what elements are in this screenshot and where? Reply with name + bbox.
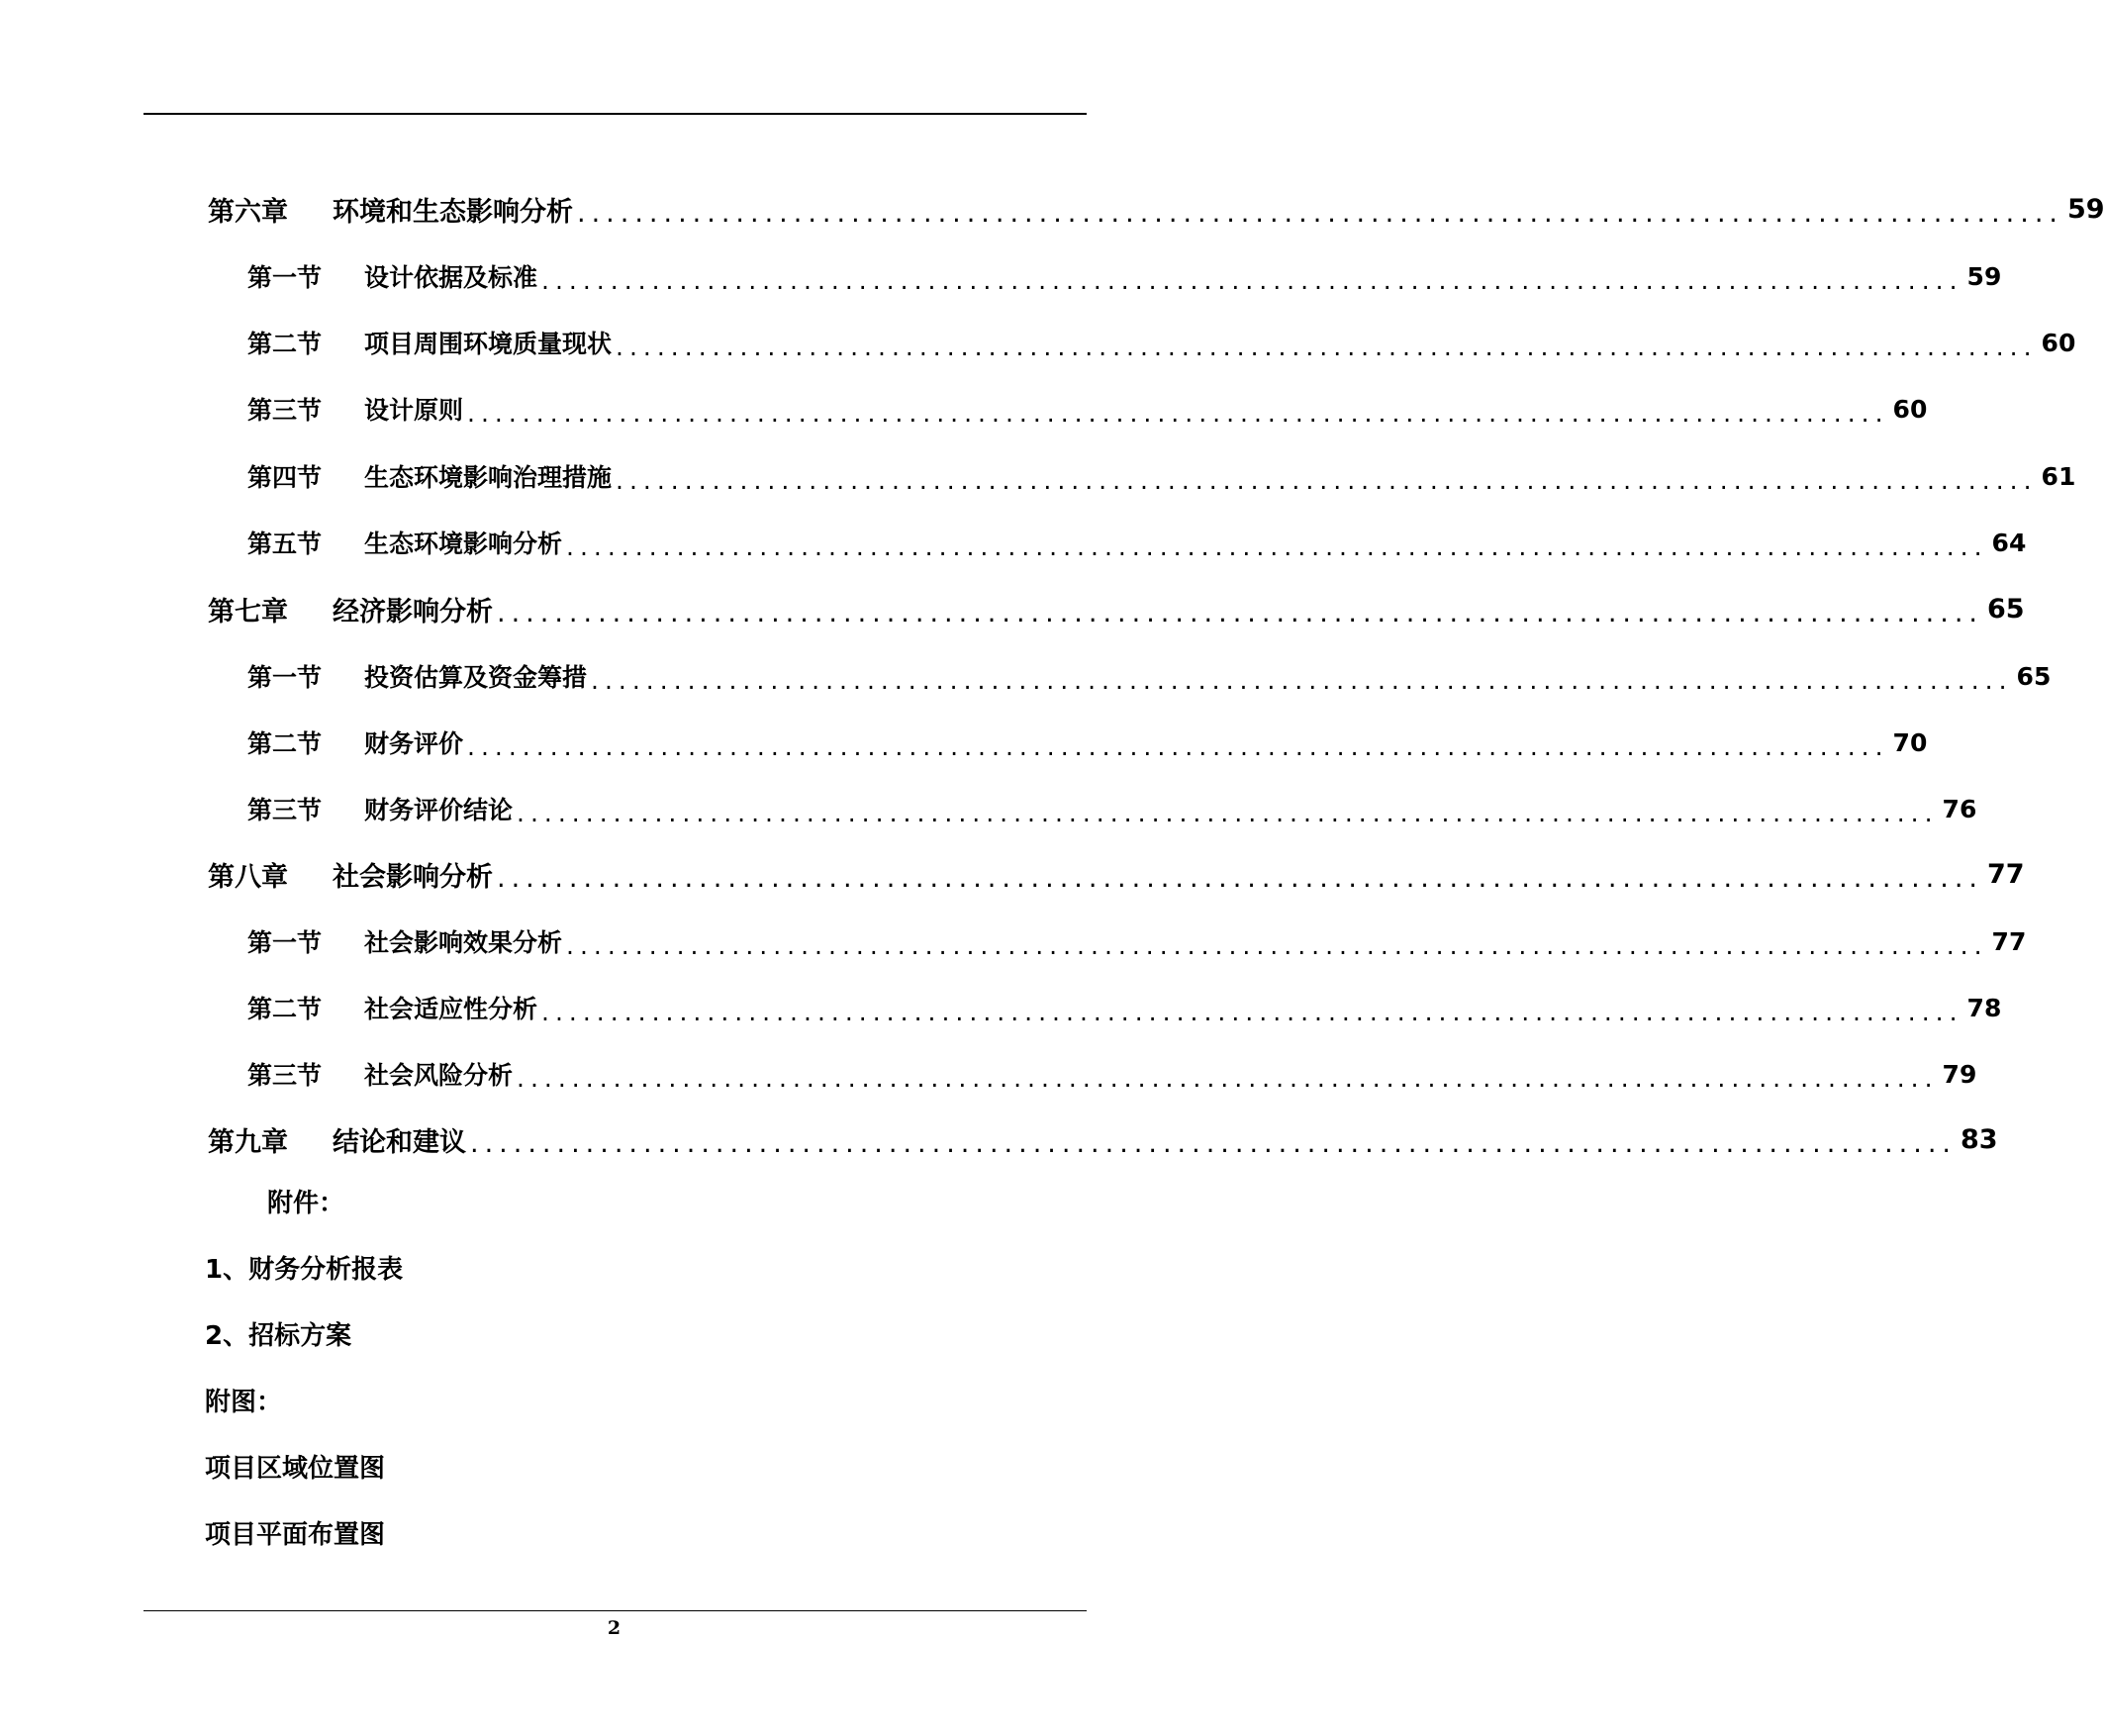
dot-leader: ....................................................................................................... — [591, 665, 2013, 695]
toc-chapter-8[interactable] — [208, 854, 2025, 894]
toc-entry-title: 社会影响分析 — [333, 861, 493, 893]
toc-section[interactable] — [247, 988, 2002, 1027]
dot-leader: ....................................................................................................... — [497, 862, 1983, 894]
toc-entry-label: 第三节 — [247, 1061, 323, 1090]
toc-entry-title: 财务评价 — [364, 729, 464, 758]
dot-leader: ....................................................................................................... — [541, 265, 1963, 295]
toc-entry-title: 社会影响效果分析 — [364, 928, 563, 957]
toc-entry-title: 生态环境影响分析 — [364, 530, 563, 558]
toc-section[interactable] — [247, 456, 2076, 496]
toc-section[interactable] — [247, 921, 2027, 961]
toc-entry-page: 61 — [2041, 461, 2076, 491]
dot-leader: ....................................................................................................... — [467, 731, 1889, 761]
toc-entry-label: 第三节 — [247, 796, 323, 824]
toc-entry-title: 财务评价结论 — [364, 796, 514, 824]
figure-item: 项目区域位置图 — [205, 1454, 386, 1484]
toc-entry-title: 环境和生态影响分析 — [333, 196, 573, 228]
toc-entry-page: 76 — [1942, 794, 1977, 823]
attachment-item: 2、招标方案 — [205, 1321, 352, 1351]
toc-entry-page: 77 — [1991, 926, 2027, 956]
attachment-item: 1、财务分析报表 — [205, 1255, 404, 1285]
toc-entry-title: 经济影响分析 — [333, 596, 493, 627]
toc-section[interactable] — [247, 789, 1977, 828]
toc-entry-label: 第八章 — [208, 861, 288, 893]
dot-leader: ....................................................................................................... — [566, 930, 1988, 960]
toc-entry-label: 第二节 — [247, 995, 323, 1023]
toc-entry-title: 设计依据及标准 — [364, 263, 538, 292]
toc-entry-page: 79 — [1942, 1059, 1977, 1089]
toc-section[interactable] — [247, 656, 2052, 696]
toc-entry-page: 65 — [2016, 661, 2052, 691]
toc-entry-title: 社会风险分析 — [364, 1061, 514, 1090]
dot-leader: ....................................................................................................... — [497, 597, 1983, 628]
toc-section[interactable] — [247, 323, 2076, 362]
toc-chapter-6[interactable] — [208, 189, 2105, 229]
dot-leader: ....................................................................................................... — [517, 798, 1939, 827]
dot-leader: ....................................................................................................... — [517, 1063, 1939, 1093]
dot-leader: ....................................................................................................... — [541, 997, 1963, 1026]
dot-leader: ....................................................................................................... — [566, 531, 1988, 561]
toc-entry-label: 第五节 — [247, 530, 323, 558]
toc-entry-title: 投资估算及资金筹措 — [364, 663, 588, 692]
toc-entry-title: 生态环境影响治理措施 — [364, 463, 613, 492]
toc-entry-label: 第二节 — [247, 330, 323, 358]
dot-leader: ....................................................................................................... — [616, 332, 2038, 361]
toc-chapter-7[interactable] — [208, 589, 2025, 628]
toc-entry-page: 60 — [1892, 394, 1928, 424]
attachments-heading: 附件： — [267, 1189, 345, 1218]
toc-entry-page: 70 — [1892, 727, 1928, 757]
toc-entry-label: 第六章 — [208, 196, 288, 228]
toc-section[interactable] — [247, 1054, 1977, 1094]
toc-entry-title: 结论和建议 — [333, 1126, 466, 1158]
toc-entry-title: 设计原则 — [364, 396, 464, 425]
toc-entry-page: 83 — [1961, 1123, 1998, 1155]
figure-item: 项目平面布置图 — [205, 1520, 386, 1550]
header-rule — [144, 113, 1087, 115]
toc-entry-title: 项目周围环境质量现状 — [364, 330, 613, 358]
toc-entry-page: 60 — [2041, 328, 2076, 357]
toc-section[interactable] — [247, 256, 2002, 296]
toc-entry-label: 第七章 — [208, 596, 288, 627]
toc-entry-page: 77 — [1987, 858, 2025, 890]
toc-entry-page: 78 — [1966, 993, 2002, 1022]
toc-entry-label: 第三节 — [247, 396, 323, 425]
dot-leader: ....................................................................................................... — [470, 1127, 1957, 1159]
toc-entry-label: 第一节 — [247, 663, 323, 692]
toc-entry-page: 59 — [1966, 261, 2002, 291]
figures-heading: 附图： — [205, 1388, 283, 1417]
toc-entry-label: 第二节 — [247, 729, 323, 758]
dot-leader: ....................................................................................................... — [467, 398, 1889, 428]
toc-section[interactable] — [247, 389, 1928, 429]
toc-section[interactable] — [247, 523, 2027, 562]
footer-rule — [144, 1610, 1087, 1611]
toc-entry-label: 第一节 — [247, 263, 323, 292]
toc-entry-label: 第一节 — [247, 928, 323, 957]
toc-entry-page: 59 — [2067, 193, 2105, 225]
toc-chapter-9[interactable] — [208, 1119, 1998, 1159]
toc-entry-title: 社会适应性分析 — [364, 995, 538, 1023]
toc-entry-page: 65 — [1987, 593, 2025, 625]
toc-entry-label: 第九章 — [208, 1126, 288, 1158]
toc-entry-page: 64 — [1991, 528, 2027, 557]
page-number: 2 — [607, 1617, 622, 1639]
toc-entry-label: 第四节 — [247, 463, 323, 492]
dot-leader: ....................................................................................................... — [577, 197, 2063, 229]
dot-leader: ....................................................................................................... — [616, 465, 2038, 495]
toc-section[interactable] — [247, 723, 1928, 762]
